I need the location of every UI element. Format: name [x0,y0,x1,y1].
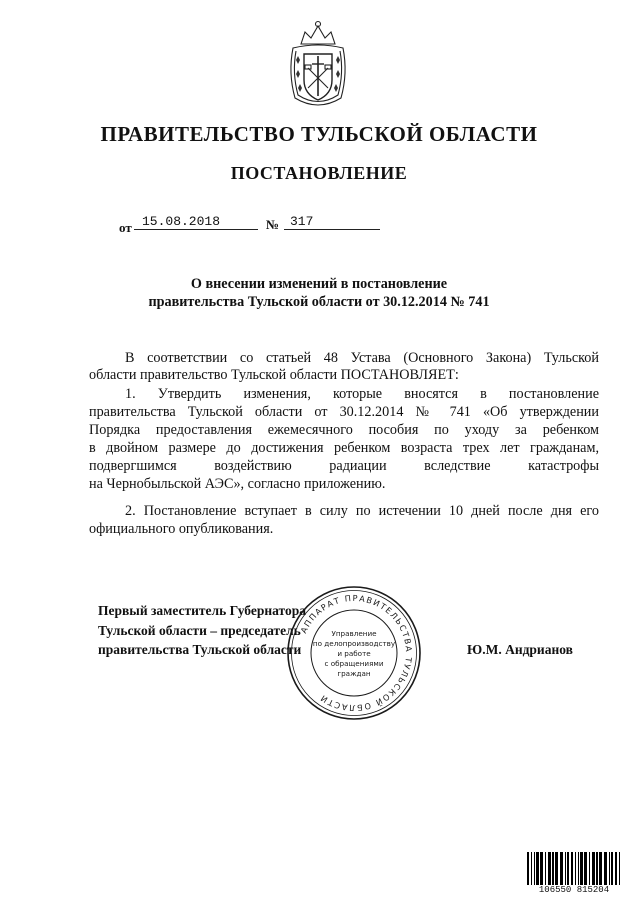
tula-coat-of-arms-icon [283,18,353,114]
stamp-line-3: и работе [337,649,371,658]
body-line: официального опубликования. [89,521,274,537]
subject-line-1: О внесении изменений в постановление [190,276,448,292]
document-number: 317 [284,214,380,230]
signatory-position [98,601,306,660]
document-date: 15.08.2018 [134,214,258,230]
body-line: на Чернобыльской АЭС», согласно приложению. [89,476,386,492]
organization-title: ПРАВИТЕЛЬСТВО ТУЛЬСКОЙ ОБЛАСТИ [100,122,538,146]
subject-line-2: правительства Тульской области от 30.12.2014 № 741 [148,293,490,310]
body-line: Порядка предоставления ежемесячного пособия по уходу за ребенком [89,422,599,438]
body-line: области правительство Тульской области ПОСТАНОВЛЯЕТ: [89,367,459,383]
body-line: подвергшимся воздействию радиации вследствие катастрофы [89,458,599,474]
stamp-line-4: с обращениями [324,659,384,668]
date-label: от [119,220,132,235]
position-line-3: правительства Тульской области [98,642,302,657]
position-line-2: Тульской области – председатель [98,622,301,638]
document-type: ПОСТАНОВЛЕНИЕ [230,163,408,183]
body-line: в двойном размере до достижения ребенком возраста трех лет гражданам, [89,440,599,456]
body-line: В соответствии со статьей 48 Устава (Основного Закона) Тульской [125,350,599,366]
body-line: 2. Постановление вступает в силу по истечении 10 дней после дня его [125,503,599,519]
body-line: правительства Тульской области от 30.12.2014 № 741 «Об утверждении [89,404,599,420]
stamp-line-1: Управление [331,629,377,638]
body-line: 1. Утвердить изменения, которые вносятся в постановление [125,386,599,402]
stamp-line-5: граждан [337,669,371,678]
number-label: № [266,217,280,232]
signatory-name: Ю.М. Андрианов [467,642,573,657]
stamp-ring-text: АППАРАТ ПРАВИТЕЛЬСТВА ТУЛЬСКОЙ ОБЛАСТИ [298,592,415,714]
document-subject [90,276,548,311]
barcode-number: 106550 815204 [526,885,622,895]
stamp-line-2: по делопроизводству [312,639,396,648]
official-stamp [284,583,424,723]
position-line-1: Первый заместитель Губернатора [98,603,306,618]
